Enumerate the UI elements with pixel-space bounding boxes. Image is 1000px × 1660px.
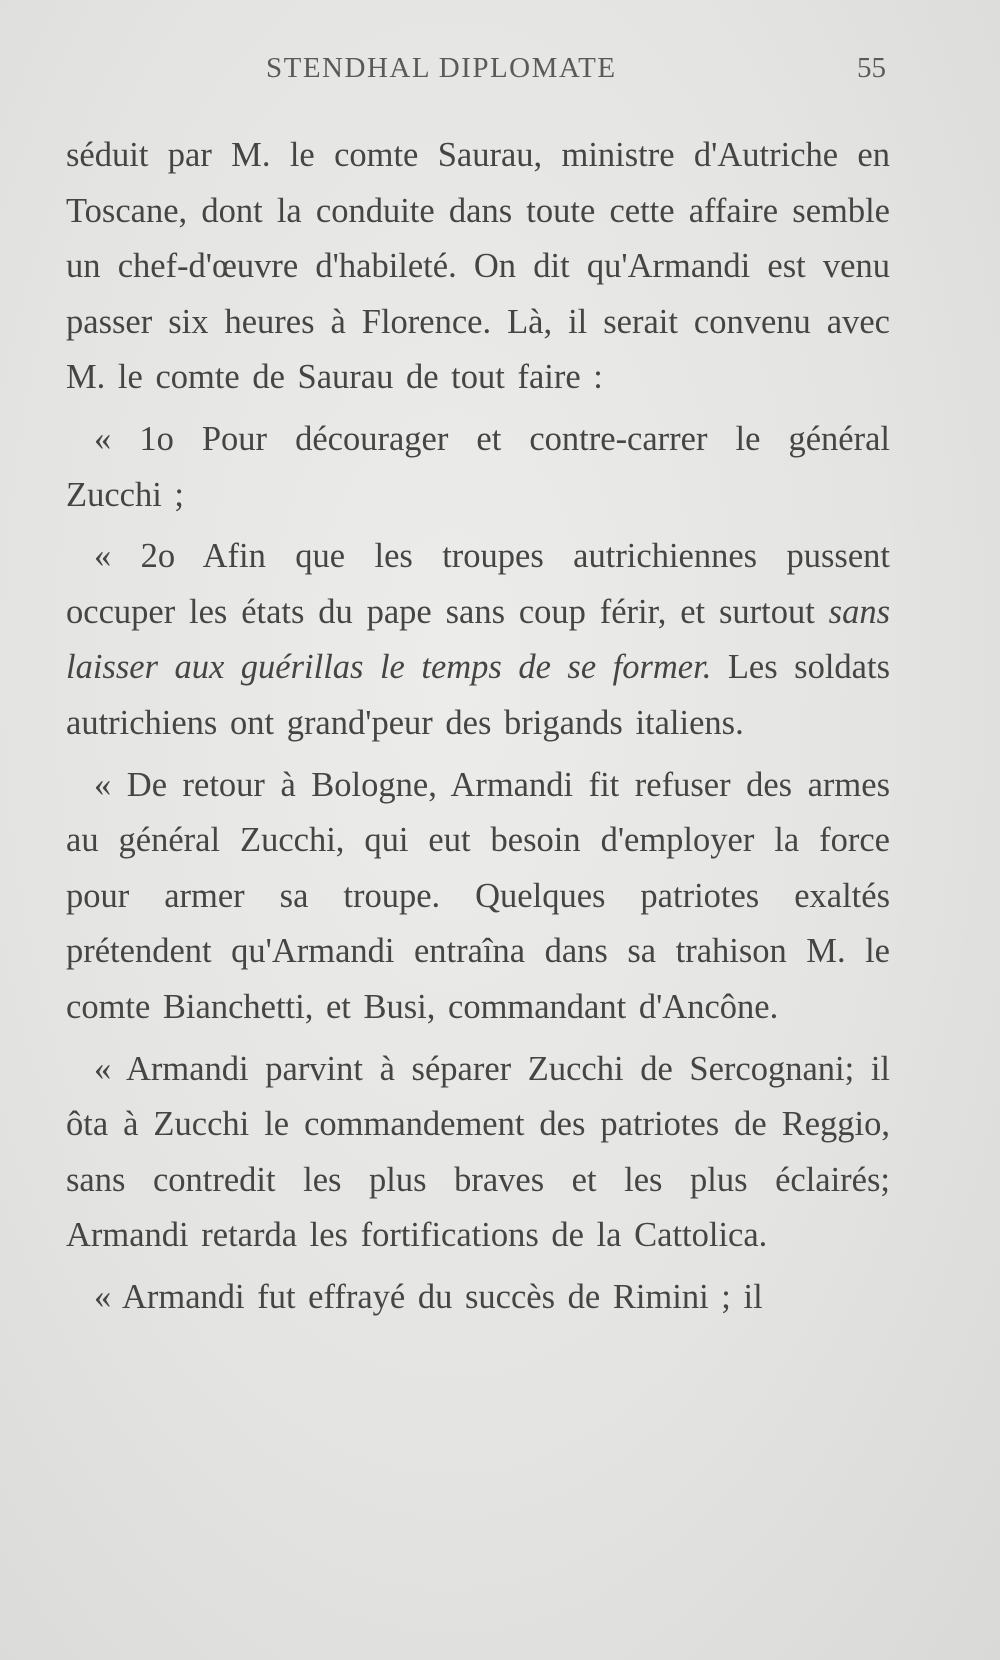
paragraph-3-start: « 2o Afin que les troupes autrichiennes pussent occuper les états du pape sans coup férir, et surtout xyxy=(66,537,890,631)
paragraph-3-end: Les soldats autrichiens ont grand'peur des brigands italiens. xyxy=(66,648,890,742)
body-text xyxy=(66,128,890,1331)
page-number: 55 xyxy=(857,52,886,84)
running-head: STENDHAL DIPLOMATE xyxy=(266,52,617,84)
paragraph-2: « 1o Pour décourager et contre-carrer le général Zucchi ; xyxy=(66,419,890,514)
paragraph-3 xyxy=(66,529,890,751)
paragraph-4: « De retour à Bologne, Armandi fit refuser des armes au général Zucchi, qui eut besoin d'employer la force pour armer sa troupe. Quelques patriotes exaltés prétendent qu'Armandi entraîna dans sa trahison M. le comte Bianchetti, et Busi, commandant d'Ancône. xyxy=(66,765,890,1026)
page-header xyxy=(66,52,896,92)
paragraph-1: séduit par M. le comte Saurau, ministre d'Autriche en Toscane, dont la conduite dans toute cette affaire semble un chef-d'œuvre d'habileté. On dit qu'Armandi est venu passer six heures à Florence. Là, il serait convenu avec M. le comte de Saurau de tout faire : xyxy=(66,136,890,397)
paragraph-3-italic: sans laisser aux guérillas le temps de se former. xyxy=(66,592,890,687)
paragraph-6: « Armandi fut effrayé du succès de Rimini ; il xyxy=(94,1277,763,1316)
paragraph-5: « Armandi parvint à séparer Zucchi de Sercognani; il ôta à Zucchi le commandement des patriotes de Reggio, sans contredit les plus braves et les plus éclairés; Armandi retarda les fortifications de la Cattolica. xyxy=(66,1049,890,1255)
